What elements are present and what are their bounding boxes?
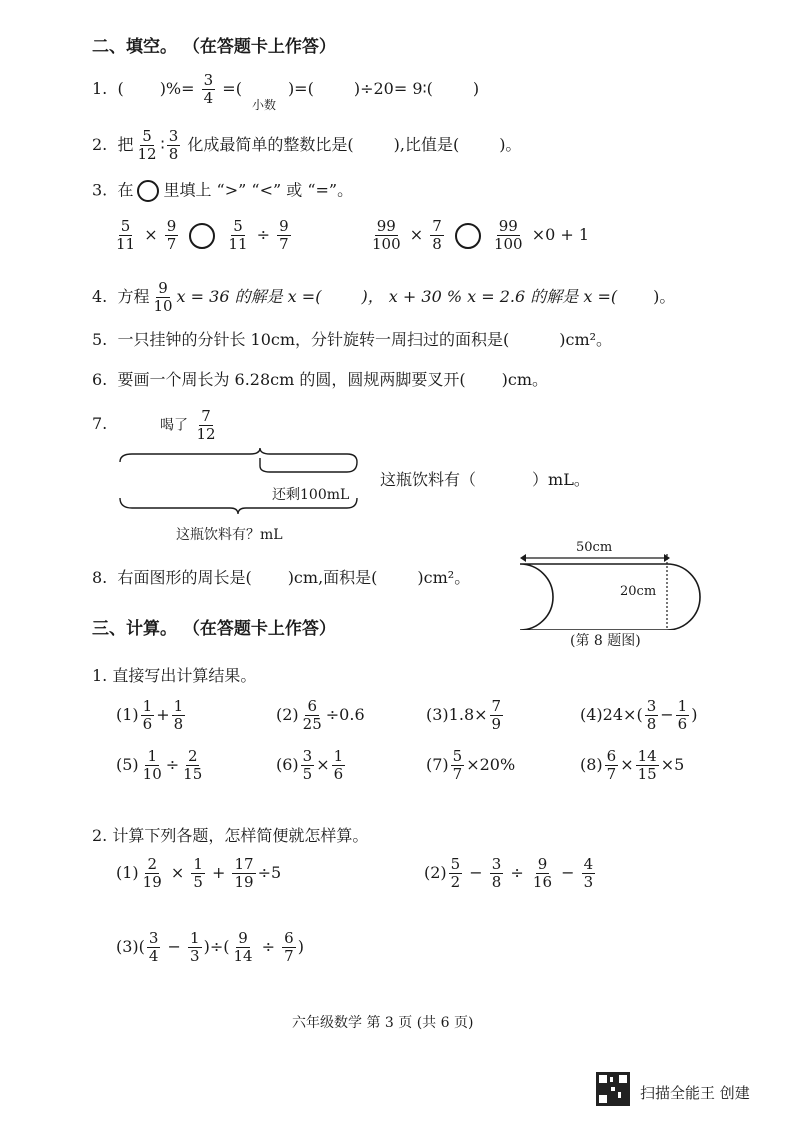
calc1-8-frac-0 [605,748,619,783]
q3-e2-op1: × [409,225,424,244]
calc1-item-5 [116,748,206,783]
calc2-2-frac-0-num: 5 [450,855,461,873]
calc2-2-frac-0-den: 2 [450,873,461,891]
q7-number: 7. [92,414,108,433]
calc1-6-frac-2 [332,748,346,783]
q1-part5: )÷20= 9∶( [353,79,433,98]
calc2-2-frac-4-den: 16 [532,873,553,891]
q3-number: 3. [92,180,108,200]
calc1-7-op-1: ×20% [466,755,516,774]
q3-e1-op2: ÷ [256,225,271,244]
calc1-1-frac-2 [172,698,186,733]
q3-e2-f2 [430,218,444,253]
calc1-8-frac-0-den: 7 [606,765,617,783]
calc2-1-op-5: ÷5 [257,863,282,882]
q1-decimal-hint: 小数 [252,98,277,112]
calc1-4-frac-3-num: 1 [677,697,688,715]
q3-e1-f2-num: 9 [166,217,177,235]
q3-e1-f3 [226,218,249,253]
calc1-1-frac-0-den: 6 [142,715,153,733]
calc2-item-3 [116,930,304,965]
q1-part4: )=( [287,79,314,98]
calc2-1-frac-2-den: 5 [193,873,203,891]
calc2-2-frac-2 [490,856,504,891]
q3-part1: 在 [117,180,134,200]
question-2 [92,128,521,163]
calc1-4-op-4: ) [691,705,698,724]
calc1-label-8: (8) [580,755,603,774]
q3-e1-op1: × [144,225,158,244]
q3-part2: 里填上 “>” “<” 或 “=”。 [163,180,354,200]
q2-colon: ∶ [160,135,165,154]
calc1-2-frac-0 [301,698,324,733]
q4-number: 4. [92,287,108,306]
q3-e1-f3-den: 11 [228,235,248,253]
calc1-5-frac-2-num: 2 [187,747,198,765]
q2-f1-num: 5 [142,127,152,145]
calc1-label-2: (2) [276,705,299,724]
q7-total-label: 这瓶饮料有？mL [176,527,283,543]
calc2-1-op-1: × [165,863,190,882]
q2-fraction1 [135,128,158,163]
q4-f-den: 10 [153,297,173,315]
calc1-4-op-0: 24×( [602,705,643,724]
question-3 [92,180,353,202]
calc1-7-frac-0 [451,748,465,783]
calc2-1-frac-0 [141,856,164,891]
q3-e1-f1 [114,218,137,253]
calc1-5-frac-2 [181,748,204,783]
q1-fraction [202,72,216,107]
qr-code-icon [596,1072,630,1106]
calc1-item-6 [276,748,347,783]
calc1-5-frac-2-den: 15 [183,765,203,783]
q2-f2-den: 8 [168,145,179,163]
calc1-6-frac-0 [301,748,315,783]
calc2-3-frac-7-den: 7 [284,947,294,965]
q1-frac-den: 4 [203,89,214,107]
q4-part2: x = 36 的解是 x =( [176,287,322,306]
q1-part2: )%= [159,79,195,98]
q2-fraction2 [167,128,181,163]
calc2-1-frac-2-num: 1 [193,855,203,873]
calc1-8-frac-2 [636,748,659,783]
calc1-item-4 [580,698,697,733]
q7-f-num: 7 [201,407,211,425]
calc1-2-frac-0-den: 25 [302,715,322,733]
q1-number: 1. [92,79,108,98]
calc1-1-op-1: + [156,705,170,724]
q1-part6: ) [472,79,480,98]
calc1-1-frac-2-num: 1 [173,697,184,715]
calc2-3-frac-7-num: 6 [284,929,294,947]
q1-part3: =( [222,79,242,98]
calc1-2-op-1: ÷0.6 [325,705,365,724]
question-5 [92,330,612,350]
calc1-3-frac-1-num: 7 [491,697,502,715]
calc2-3-op-4: )÷( [203,937,230,956]
q8-text1: 右面图形的周长是( [117,568,252,587]
calc2-2-frac-4 [531,856,554,891]
calc1-8-op-3: ×5 [660,755,685,774]
q3-e2-f1-num: 99 [376,217,396,235]
section2-heading [92,36,336,58]
calc1-7-frac-0-den: 7 [452,765,463,783]
q7-question [380,470,590,490]
q8-height-label: 20cm [620,584,657,599]
q2-part2: 化成最简单的整数比是( [187,135,354,154]
calc2-item-2 [424,856,597,891]
q3-e2-f2-num: 7 [432,217,442,235]
calc2-3-frac-5-den: 14 [233,947,253,965]
calc2-1-frac-2 [191,856,205,891]
calc1-8-frac-2-num: 14 [637,747,657,765]
section3-note: （在答题卡上作答） [182,619,336,639]
calc2-2-frac-4-num: 9 [537,855,548,873]
calc1-1-frac-0 [141,698,155,733]
q3-e2-tail: ×0 + 1 [531,225,590,244]
calc2-label-2: (2) [424,863,447,882]
calc2-3-op-6: ÷ [256,937,281,956]
comparison-circle-icon [137,180,159,202]
calc2-item-1 [116,856,281,891]
q6-text1: 要画一个周长为 6.28cm 的圆，圆规两脚要叉开( [117,370,466,389]
calc2-2-op-3: ÷ [505,863,529,882]
calc1-label-5: (5) [116,755,139,774]
q3-e2-f1 [370,218,403,253]
calc2-1-frac-0-den: 19 [142,873,162,891]
q3-expression-2 [368,218,589,253]
calc2-2-frac-0 [449,856,463,891]
calc1-3-op-0: 1.8× [448,705,488,724]
q4-fraction [151,280,174,315]
q3-e2-f3-num: 99 [498,217,518,235]
calc2-3-frac-5-num: 9 [238,929,248,947]
calc2-title: 2. 计算下列各题，怎样简便就怎样算。 [92,826,369,845]
q3-e2-f3 [492,218,525,253]
calc1-6-frac-2-den: 6 [333,765,344,783]
q7-remaining-label: 还剩100mL [272,487,350,503]
q2-part3: ),比值是( [393,135,460,154]
calc1-8-op-1: × [620,755,634,774]
q3-e2-f1-den: 100 [372,235,401,253]
calc1-label-7: (7) [426,755,449,774]
q3-e1-f1-den: 11 [116,235,136,253]
question-1 [92,72,479,107]
q8-text2: )cm,面积是( [287,568,378,587]
q8-width-label: 50cm [576,540,613,555]
q7-drank-label [160,408,220,443]
calc1-5-frac-0-num: 1 [147,747,157,765]
calc1-3-frac-1-den: 9 [491,715,502,733]
calc1-5-frac-0 [141,748,164,783]
calc1-item-2 [276,698,365,733]
calc2-3-op-8: ) [297,937,304,956]
section2-note: （在答题卡上作答） [182,37,336,57]
calc2-1-frac-0-num: 2 [147,855,157,873]
calc1-2-frac-0-num: 6 [307,697,317,715]
q3-expression-1 [112,218,293,253]
calc1-6-frac-0-num: 3 [302,747,313,765]
q4-part4: )。 [653,287,676,306]
calc1-label-6: (6) [276,755,299,774]
calc1-label-4: (4) [580,705,603,724]
calc2-1-op-3: + [206,863,231,882]
scanner-watermark: 扫描全能王 创建 [640,1084,750,1102]
answer-circle-2[interactable] [455,223,481,249]
q7-ask2: ）mL。 [532,470,590,489]
q2-f2-num: 3 [168,127,179,145]
calc2-3-frac-3-num: 1 [190,929,200,947]
calc1-1-frac-0-num: 1 [142,697,153,715]
q7-fraction [194,408,217,443]
calc1-3-frac-1 [490,698,504,733]
q5-text2: )cm²。 [559,330,613,349]
q2-part4: )。 [499,135,522,154]
q7-ask1: 这瓶饮料有（ [380,470,477,489]
q2-number: 2. [92,135,108,154]
q3-e1-f3-num: 5 [233,217,243,235]
calc2-1-frac-4-den: 19 [234,873,254,891]
q4-part3: )， x + 30 % x = 2.6 的解是 x =( [361,287,618,306]
calc2-3-frac-1-den: 4 [148,947,159,965]
page-footer: 六年级数学 第 3 页 (共 6 页) [292,1015,474,1031]
q3-e1-f2 [165,218,179,253]
calc1-item-3 [426,698,505,733]
calc1-6-op-1: × [316,755,330,774]
calc2-3-frac-7 [282,930,296,965]
calc2-3-frac-3 [188,930,202,965]
q6-text2: )cm。 [501,370,549,389]
section2-title: 二、填空。 [92,37,177,57]
q8-text3: )cm²。 [417,568,471,587]
calc2-3-op-0: ( [138,937,145,956]
calc2-2-frac-6-den: 3 [583,873,594,891]
q3-e1-f4-num: 9 [279,217,289,235]
q3-e1-f4-den: 7 [279,235,289,253]
calc2-3-frac-1-num: 3 [148,929,159,947]
calc2-label-1: (1) [116,863,139,882]
calc1-4-op-2: − [660,705,674,724]
calc2-1-frac-4 [232,856,255,891]
q4-part1: 方程 [117,287,150,306]
calc1-item-1 [116,698,187,733]
calc2-2-op-1: − [464,863,488,882]
calc1-8-frac-0-num: 6 [606,747,617,765]
calc1-7-frac-0-num: 5 [452,747,463,765]
q5-text1: 一只挂钟的分针长 10cm，分针旋转一周扫过的面积是( [117,330,510,349]
calc1-4-frac-1-den: 8 [646,715,657,733]
calc2-label-3: (3) [116,937,139,956]
q3-e2-f2-den: 8 [432,235,442,253]
q4-f-num: 9 [158,279,168,297]
calc1-6-frac-0-den: 5 [302,765,313,783]
calc1-5-op-1: ÷ [165,755,180,774]
section3-title: 三、计算。 [92,619,177,639]
calc2-3-frac-5 [231,930,254,965]
q6-number: 6. [92,370,108,389]
calc2-1-frac-4-num: 17 [234,855,254,873]
calc2-2-frac-6-num: 4 [583,855,594,873]
calc1-item-8 [580,748,684,783]
q5-number: 5. [92,330,108,349]
calc2-3-frac-1 [147,930,161,965]
calc1-4-frac-3-den: 6 [677,715,688,733]
question-8 [92,568,470,588]
section3-heading [92,618,336,640]
calc1-4-frac-3 [676,698,690,733]
calc2-2-frac-6 [582,856,596,891]
q8-caption: (第 8 题图) [570,633,641,649]
q7-drank-text: 喝了 [160,417,188,434]
q1-frac-num: 3 [203,71,214,89]
calc2-2-op-5: − [556,863,580,882]
q3-e1-f4 [277,218,291,253]
q7-f-den: 12 [196,425,216,443]
answer-circle-1[interactable] [189,223,215,249]
calc2-2-frac-2-den: 8 [491,873,502,891]
calc1-5-frac-0-den: 10 [142,765,162,783]
calc1-label-3: (3) [426,705,449,724]
calc2-3-op-2: − [162,937,187,956]
q8-figure [512,540,722,630]
q3-e1-f1-num: 5 [120,217,131,235]
calc2-3-frac-3-den: 3 [190,947,200,965]
calc1-4-frac-1 [645,698,659,733]
calc1-label-1: (1) [116,705,139,724]
q2-f1-den: 12 [137,145,157,163]
calc2-2-frac-2-num: 3 [491,855,502,873]
calc1-title: 1. 直接写出计算结果。 [92,666,257,685]
q3-e1-f2-den: 7 [166,235,177,253]
calc1-item-7 [426,748,515,783]
calc1-6-frac-2-num: 1 [333,747,344,765]
question-6 [92,370,548,390]
q2-part1: 把 [117,135,134,154]
calc1-1-frac-2-den: 8 [173,715,184,733]
calc1-8-frac-2-den: 15 [637,765,657,783]
calc1-4-frac-1-num: 3 [646,697,657,715]
q8-number: 8. [92,568,108,587]
question-4 [92,280,675,315]
q1-part1: ( [117,79,124,98]
bottle-brace-diagram [112,448,372,518]
q3-e2-f3-den: 100 [493,235,523,253]
